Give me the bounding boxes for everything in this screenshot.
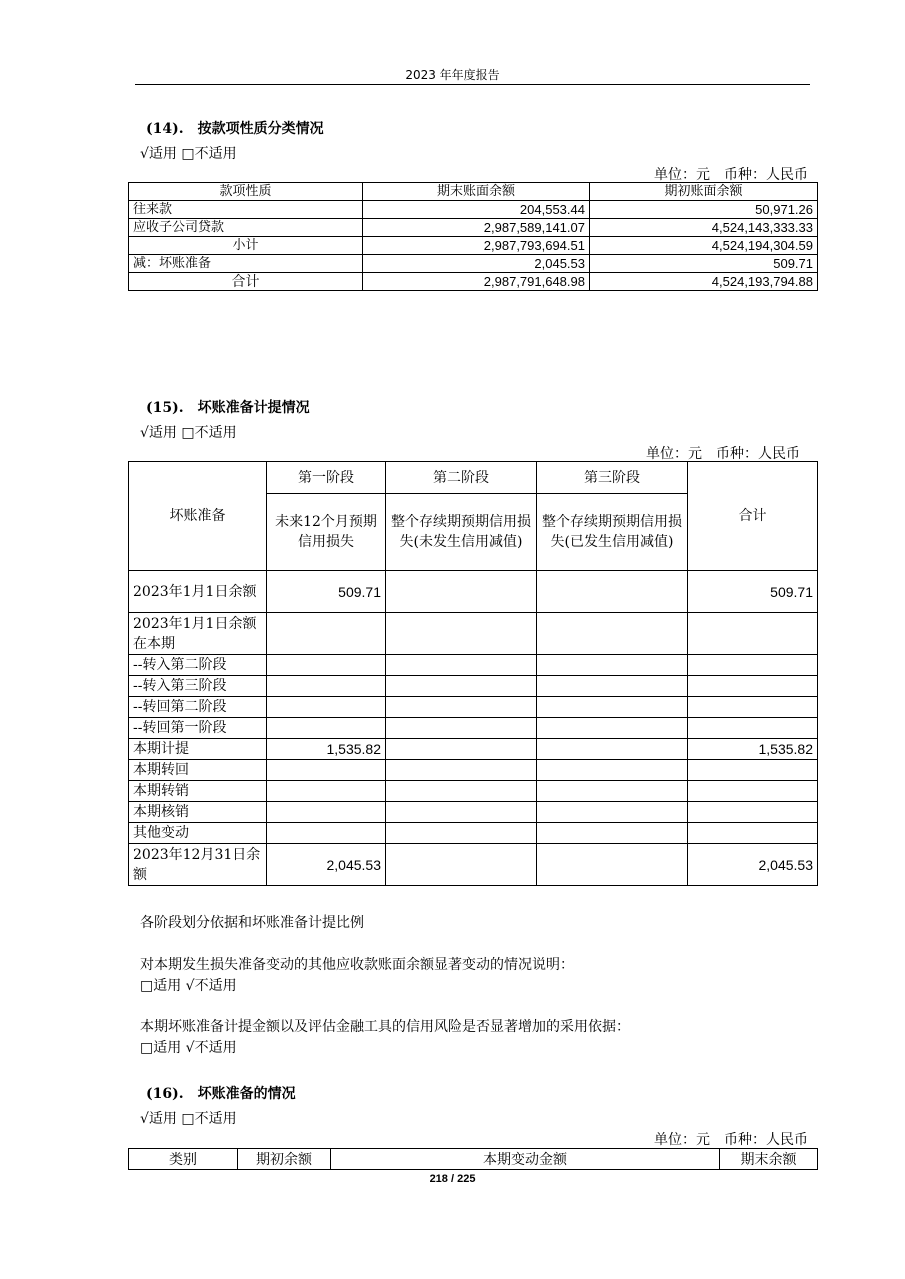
cell-total [688, 676, 818, 697]
table-row [129, 613, 818, 655]
cell-total [688, 802, 818, 823]
cell-stage1 [267, 676, 386, 697]
row-label: --转入第二阶段 [129, 655, 267, 676]
cell-stage1: 1,535.82 [267, 739, 386, 760]
cell-stage2 [386, 781, 537, 802]
cell-total [688, 760, 818, 781]
row-label: 其他变动 [129, 823, 267, 844]
section-15-title: (15). 坏账准备计提情况 [146, 400, 310, 416]
row-label: 本期计提 [129, 739, 267, 760]
table-row [129, 802, 818, 823]
cell-stage3 [537, 802, 688, 823]
column-header: 期初余额 [238, 1149, 331, 1170]
row-label: 2023年1月1日余额 [129, 571, 267, 613]
cell-opening: 50,971.26 [590, 201, 818, 219]
cell-stage1 [267, 760, 386, 781]
column-header: 款项性质 [129, 183, 363, 201]
section-14-applicable: √适用 □不适用 [140, 146, 237, 162]
cell-stage2 [386, 718, 537, 739]
cell-stage1 [267, 655, 386, 676]
column-header: 第三阶段 [537, 462, 688, 494]
row-label: 小计 [129, 237, 363, 255]
table-row [129, 1149, 818, 1170]
column-header: 第一阶段 [267, 462, 386, 494]
row-label: 2023年1月1日余额在本期 [129, 613, 267, 655]
cell-total [688, 718, 818, 739]
cell-total [688, 613, 818, 655]
cell-stage2 [386, 676, 537, 697]
cell-total [688, 697, 818, 718]
row-label: --转回第一阶段 [129, 718, 267, 739]
cell-stage1 [267, 823, 386, 844]
table-15 [128, 461, 818, 886]
cell-stage2 [386, 802, 537, 823]
cell-stage1 [267, 718, 386, 739]
row-label: 本期核销 [129, 802, 267, 823]
table-row [129, 183, 818, 201]
table-row [129, 781, 818, 802]
cell-stage2 [386, 823, 537, 844]
cell-opening: 4,524,193,794.88 [590, 273, 818, 291]
section-15-unit: 单位：元 币种：人民币 [646, 446, 800, 462]
stage-basis-text: 各阶段划分依据和坏账准备计提比例 [140, 915, 364, 931]
section-16-applicable: √适用 □不适用 [140, 1111, 237, 1127]
table-row [129, 676, 818, 697]
table-row [129, 739, 818, 760]
row-label: 本期转销 [129, 781, 267, 802]
cell-stage3 [537, 676, 688, 697]
cell-stage2 [386, 844, 537, 886]
column-header: 第二阶段 [386, 462, 537, 494]
table-row [129, 823, 818, 844]
table-row [129, 760, 818, 781]
table-row [129, 219, 818, 237]
cell-stage3 [537, 739, 688, 760]
row-label: --转回第二阶段 [129, 697, 267, 718]
table-row [129, 201, 818, 219]
column-subheader: 未来12个月预期信用损失 [267, 494, 386, 571]
row-label: 2023年12月31日余额 [129, 844, 267, 886]
cell-stage1 [267, 613, 386, 655]
section-15-applicable: √适用 □不适用 [140, 425, 237, 441]
cell-total [688, 655, 818, 676]
cell-stage2 [386, 697, 537, 718]
row-label: 应收子公司贷款 [129, 219, 363, 237]
column-subheader: 整个存续期预期信用损失(已发生信用减值) [537, 494, 688, 571]
note-2-text: 本期坏账准备计提金额以及评估金融工具的信用风险是否显著增加的采用依据： [140, 1019, 630, 1035]
section-16-unit: 单位：元 币种：人民币 [654, 1132, 808, 1148]
cell-opening: 509.71 [590, 255, 818, 273]
note-1-applicable: □适用 √不适用 [140, 978, 237, 994]
note-1-text: 对本期发生损失准备变动的其他应收款账面余额显著变动的情况说明： [140, 957, 574, 973]
column-header: 坏账准备 [129, 462, 267, 571]
table-row [129, 237, 818, 255]
cell-closing: 2,045.53 [363, 255, 590, 273]
table-row [129, 655, 818, 676]
page-number: 218 / 225 [429, 1173, 476, 1185]
table-row [129, 462, 818, 494]
note-2-applicable: □适用 √不适用 [140, 1040, 237, 1056]
column-header: 期末账面余额 [363, 183, 590, 201]
cell-stage3 [537, 697, 688, 718]
cell-total: 2,045.53 [688, 844, 818, 886]
column-subheader: 整个存续期预期信用损失(未发生信用减值) [386, 494, 537, 571]
row-label: 本期转回 [129, 760, 267, 781]
column-header: 期末余额 [720, 1149, 818, 1170]
cell-stage1: 2,045.53 [267, 844, 386, 886]
cell-closing: 204,553.44 [363, 201, 590, 219]
cell-stage3 [537, 613, 688, 655]
section-14-title: (14). 按款项性质分类情况 [146, 121, 324, 137]
table-16 [128, 1148, 818, 1170]
cell-total: 1,535.82 [688, 739, 818, 760]
table-row [129, 273, 818, 291]
cell-stage3 [537, 655, 688, 676]
section-16-title: (16). 坏账准备的情况 [146, 1086, 296, 1102]
cell-stage1 [267, 781, 386, 802]
table-row [129, 718, 818, 739]
cell-stage3 [537, 760, 688, 781]
row-label: --转入第三阶段 [129, 676, 267, 697]
cell-stage2 [386, 760, 537, 781]
column-header: 期初账面余额 [590, 183, 818, 201]
cell-total [688, 781, 818, 802]
cell-stage3 [537, 571, 688, 613]
cell-stage3 [537, 823, 688, 844]
cell-stage1 [267, 802, 386, 823]
cell-stage3 [537, 718, 688, 739]
row-label: 往来款 [129, 201, 363, 219]
table-row [129, 255, 818, 273]
table-14 [128, 182, 818, 291]
column-header: 合计 [688, 462, 818, 571]
cell-closing: 2,987,589,141.07 [363, 219, 590, 237]
cell-stage2 [386, 739, 537, 760]
cell-stage3 [537, 844, 688, 886]
cell-opening: 4,524,143,333.33 [590, 219, 818, 237]
cell-opening: 4,524,194,304.59 [590, 237, 818, 255]
row-label: 合计 [129, 273, 363, 291]
cell-stage1: 509.71 [267, 571, 386, 613]
table-row [129, 697, 818, 718]
cell-closing: 2,987,791,648.98 [363, 273, 590, 291]
row-label: 减：坏账准备 [129, 255, 363, 273]
table-row [129, 571, 818, 613]
column-header: 类别 [129, 1149, 238, 1170]
cell-closing: 2,987,793,694.51 [363, 237, 590, 255]
cell-stage1 [267, 697, 386, 718]
column-header: 本期变动金额 [331, 1149, 720, 1170]
cell-total [688, 823, 818, 844]
header-divider [135, 84, 810, 85]
table-row [129, 844, 818, 886]
section-14-unit: 单位：元 币种：人民币 [654, 167, 808, 183]
cell-stage2 [386, 655, 537, 676]
cell-stage2 [386, 571, 537, 613]
cell-stage2 [386, 613, 537, 655]
cell-stage3 [537, 781, 688, 802]
page-header: 2023 年年度报告 [405, 68, 500, 82]
cell-total: 509.71 [688, 571, 818, 613]
